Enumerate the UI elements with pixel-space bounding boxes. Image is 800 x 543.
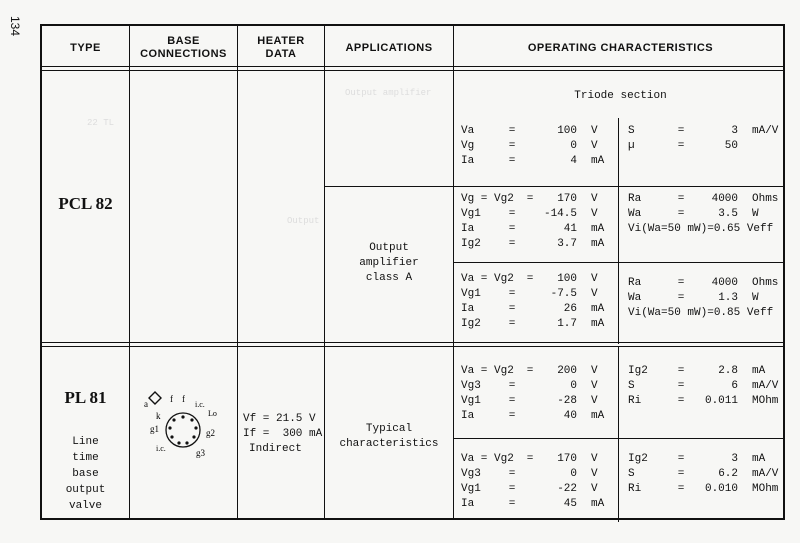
pin-label: f	[182, 394, 185, 404]
pl81-base-diagram	[136, 388, 232, 460]
param-row: Vg = 0 V	[461, 140, 598, 152]
pin-label: g1	[150, 424, 159, 434]
pin-label: a	[144, 399, 148, 409]
pin-label: g2	[206, 428, 215, 438]
pcl82-set2-right	[628, 276, 778, 321]
param-row: Va = 100 V	[461, 125, 598, 137]
pin-label: k	[156, 411, 161, 421]
header-applications: APPLICATIONS	[345, 41, 433, 54]
pcl82-set2-left	[461, 272, 604, 332]
pl81-heater-data: Vf = 21.5 V If = 300 mA Indirect	[243, 413, 323, 455]
pl81-application: Typical characteristics	[339, 423, 439, 450]
param-row: Ig2 = 3.7 mA	[461, 238, 605, 250]
param-row: Vg3 = 0 V	[461, 380, 598, 392]
pcl82-triode-left	[461, 124, 604, 169]
param-row: Va = Vg2 = 170 V	[461, 453, 598, 465]
param-row: Ia = 4 mA	[461, 155, 605, 167]
pl81-type-label: PL 81	[64, 388, 107, 407]
pin-label: g3	[196, 448, 205, 458]
param-row: Vg1 = -7.5 V	[461, 288, 598, 300]
pcl82-triode-section-label: Triode section	[574, 90, 667, 102]
header-operating-characteristics: OPERATING CHARACTERISTICS	[527, 41, 714, 54]
param-row: S = 6 mA/V	[628, 380, 779, 392]
vi-line: Vi(Wa=50 mW)=0.85 Veff	[628, 307, 774, 319]
param-row: Vg3 = 0 V	[461, 468, 598, 480]
pin-label: Lo	[208, 409, 217, 418]
pl81-set2-left	[461, 452, 604, 512]
param-row: Ia = 45 mA	[461, 498, 605, 510]
pcl82-set1-right	[628, 192, 778, 237]
pl81-description: Line time base output valve	[65, 436, 106, 512]
pin-label: f	[170, 394, 173, 404]
pl81-set2-right	[628, 452, 778, 497]
param-row: Vg1 = -14.5 V	[461, 208, 598, 220]
param-row: Vg1 = -28 V	[461, 395, 598, 407]
param-row: Wa = 3.5 W	[628, 208, 759, 220]
pl81-set1-left	[461, 364, 604, 424]
header-heater-data: HEATER DATA	[257, 35, 305, 60]
pin-label: i.c.	[156, 444, 166, 453]
param-row: Ig2 = 1.7 mA	[461, 318, 605, 330]
vi-line: Vi(Wa=50 mW)=0.65 Veff	[628, 223, 774, 235]
pin-label: i.c.	[195, 400, 205, 409]
header-base-connections: BASE CONNECTIONS	[140, 35, 227, 60]
header-type: TYPE	[70, 41, 101, 54]
param-row: Ra = 4000 Ohms	[628, 193, 779, 205]
param-row: Ia = 41 mA	[461, 223, 605, 235]
valve-data-table: TYPE BASE CONNECTIONS HEATER DATA APPLICATIONS OPERATING CHARACTERISTICS 22 TL Output Output amplifier PCL 82 Triode section Va = 100 V Vg = 0 V Ia = 4 mA S = 3 mA/V µ = 50 Output amplifier class A Vg = Vg2 = 170 V Vg1 = -14.5 V Ia = 41 mA Ig2 = 3.7 mA Ra = 4000 Ohms Wa = 3.5 W Vi(Wa=50 mW)=0.65 Veff Va = Vg2 = 100 V Vg1 = -7.5 V Ia = 26 mA Ig2 = 1.7 mA Ra = 4000 Ohms Wa = 1.3 W Vi(Wa=50 mW)=0.85 Veff PL 81 Line time base output valve a f f i.c. Lo k g1 g2 i.c. g3 Vf = 21.5 V If = 300 mA Indirect Typical characteristics Va = Vg2 = 200 V Vg3 = 0 V Vg1 = -28 V Ia = 40 mA Ig2 = 2.8 mA S = 6 mA/V Ri = 0.011 MOhm Va = Vg2 = 170 V Vg3 = 0 V Vg1 = -22 V Ia = 45 mA Ig2 = 3 mA S = 6.2 mA/V Ri = 0.010 MOhm	[40, 24, 785, 520]
pl81-set1-right	[628, 364, 778, 409]
param-row: Wa = 1.3 W	[628, 292, 759, 304]
param-row: S = 6.2 mA/V	[628, 468, 779, 480]
param-row: Va = Vg2 = 100 V	[461, 273, 598, 285]
param-row: Vg1 = -22 V	[461, 483, 598, 495]
top-cap-icon	[149, 392, 161, 404]
page-number: 134	[8, 16, 22, 37]
param-row: Va = Vg2 = 200 V	[461, 365, 598, 377]
param-row: Ri = 0.011 MOhm	[628, 395, 779, 407]
param-row: Ig2 = 3 mA	[628, 453, 766, 465]
param-row: Vg = Vg2 = 170 V	[461, 193, 598, 205]
param-row: Ig2 = 2.8 mA	[628, 365, 766, 377]
param-row: µ = 50	[628, 140, 738, 152]
pcl82-triode-right	[628, 124, 778, 154]
param-row: S = 3 mA/V	[628, 125, 779, 137]
pcl82-application: Output amplifier class A	[359, 242, 419, 284]
pcl82-type-label: PCL 82	[58, 194, 113, 213]
param-row: Ri = 0.010 MOhm	[628, 483, 779, 495]
pcl82-set1-left	[461, 192, 604, 252]
param-row: Ia = 40 mA	[461, 410, 605, 422]
param-row: Ra = 4000 Ohms	[628, 277, 779, 289]
param-row: Ia = 26 mA	[461, 303, 605, 315]
